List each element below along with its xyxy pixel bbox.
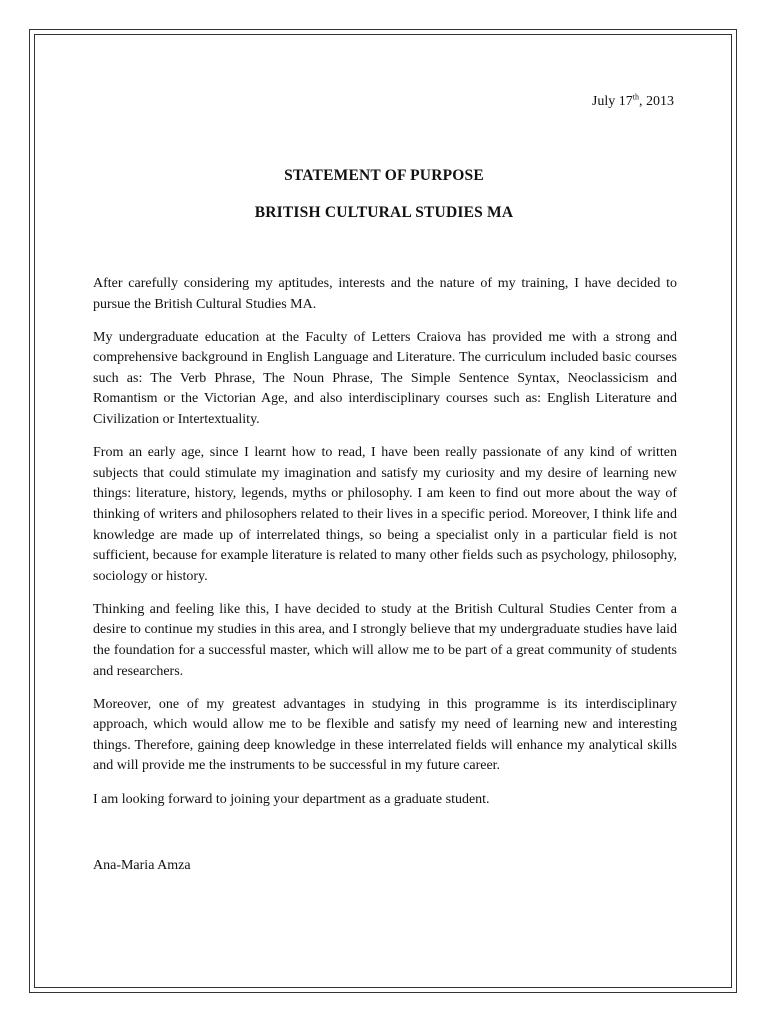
paragraph-intro: After carefully considering my aptitudes, interests and the nature of my training, I have decided to pursue the British Cultural Studies MA.	[93, 276, 677, 312]
signature-name: Ana-Maria Amza	[93, 858, 191, 873]
date-year: , 2013	[639, 94, 674, 109]
document-title: STATEMENT OF PURPOSE	[284, 167, 484, 184]
letter-date	[592, 92, 674, 112]
paragraph-motivation: Thinking and feeling like this, I have decided to study at the British Cultural Studies Center from a desire to continue my studies in this area, and I strongly believe that my undergraduate studies have laid the foundation for a successful master, which will allow me to be part of a great community of students and researchers.	[93, 601, 677, 679]
paragraph-advantages: Moreover, one of my greatest advantages in studying in this programme is its interdisciplinary approach, which would allow me to be flexible and satisfy my need of learning new and interesting things. Therefore, gaining deep knowledge in these interrelated fields will enhance my analytical skills and will provide me the instruments to be successful in my future career.	[93, 696, 677, 774]
date-ordinal-suffix: th	[632, 92, 639, 102]
paragraph-passion: From an early age, since I learnt how to read, I have been really passionate of any kind of written subjects that could stimulate my imagination and satisfy my curiosity and my desire of learning new things: literature, history, legends, myths or philosophy. I am keen to find out more about the way of thinking of writers and philosophers related to their lives in a specific period. Moreover, I think life and knowledge are made up of interrelated things, so being a specialist only in a particular field is not sufficient, because for example literature is related to many other fields such as psychology, philosophy, sociology or history.	[93, 445, 677, 584]
paragraph-education: My undergraduate education at the Faculty of Letters Craiova has provided me with a strong and comprehensive background in English Language and Literature. The curriculum included basic courses such as: The Verb Phrase, The Noun Phrase, The Simple Sentence Syntax, Neoclassicism and Romantism or the Victorian Age, and also interdisciplinary courses such as: English Literature and Civilization or Intertextuality.	[93, 329, 677, 428]
paragraph-closing: I am looking forward to joining your department as a graduate student.	[93, 791, 490, 807]
document-subtitle: BRITISH CULTURAL STUDIES MA	[254, 204, 514, 221]
date-day: July 17	[591, 94, 633, 109]
letter-body	[93, 274, 677, 823]
